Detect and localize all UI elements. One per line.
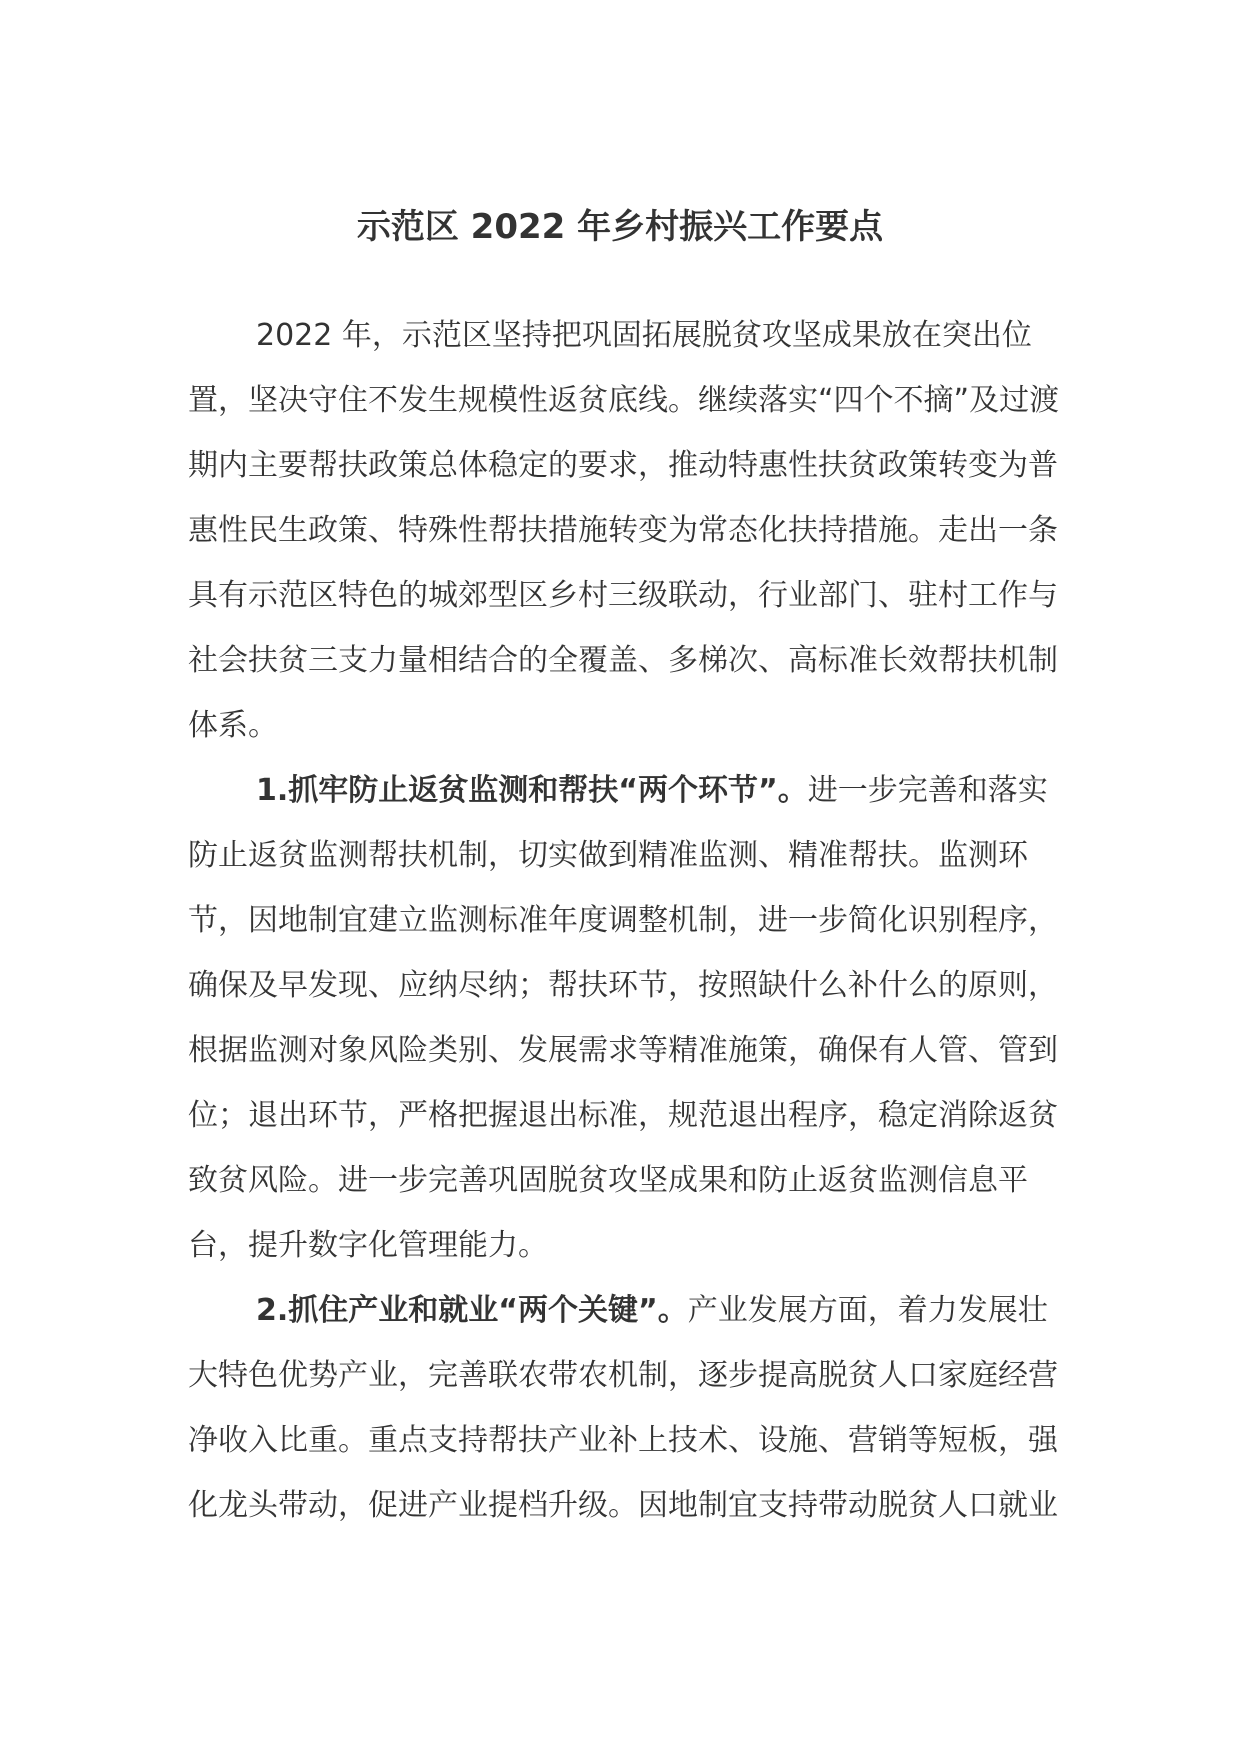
section-1-heading: 1.抓牢防止返贫监测和帮扶“两个环节”。 [256,773,808,808]
section-2-text: 产业发展方面，着力发展壮大特色优势产业，完善联农带农机制，逐步提高脱贫人口家庭经营净收入比重。重点支持帮扶产业补上技术、设施、营销等短板，强化龙头带动，促进产业提档升级。因地制宜支持带动脱贫人口就业 [188,1293,1058,1523]
document-title: 示范区 2022 年乡村振兴工作要点 [356,207,884,247]
section-2-heading: 2.抓住产业和就业“两个关键”。 [256,1293,688,1328]
document-body [188,303,1068,1538]
paragraph-intro-text: 2022 年，示范区坚持把巩固拓展脱贫攻坚成果放在突出位置，坚决守住不发生规模性返贫底线。继续落实“四个不摘”及过渡期内主要帮扶政策总体稳定的要求，推动特惠性扶贫政策转变为普惠性民生政策、特殊性帮扶措施转变为常态化扶持措施。走出一条具有示范区特色的城郊型区乡村三级联动，行业部门、驻村工作与社会扶贫三支力量相结合的全覆盖、多梯次、高标准长效帮扶机制体系。 [188,318,1060,743]
paragraph-intro [188,303,1068,758]
section-1-text: 进一步完善和落实防止返贫监测帮扶机制，切实做到精准监测、精准帮扶。监测环节，因地制宜建立监测标准年度调整机制，进一步简化识别程序，确保及早发现、应纳尽纳；帮扶环节，按照缺什么补什么的原则，根据监测对象风险类别、发展需求等精准施策，确保有人管、管到位；退出环节，严格把握退出标准，规范退出程序，稳定消除返贫致贫风险。进一步完善巩固脱贫攻坚成果和防止返贫监测信息平台，提升数字化管理能力。 [188,773,1058,1263]
paragraph-section-1 [188,758,1068,1278]
paragraph-section-2 [188,1278,1068,1538]
